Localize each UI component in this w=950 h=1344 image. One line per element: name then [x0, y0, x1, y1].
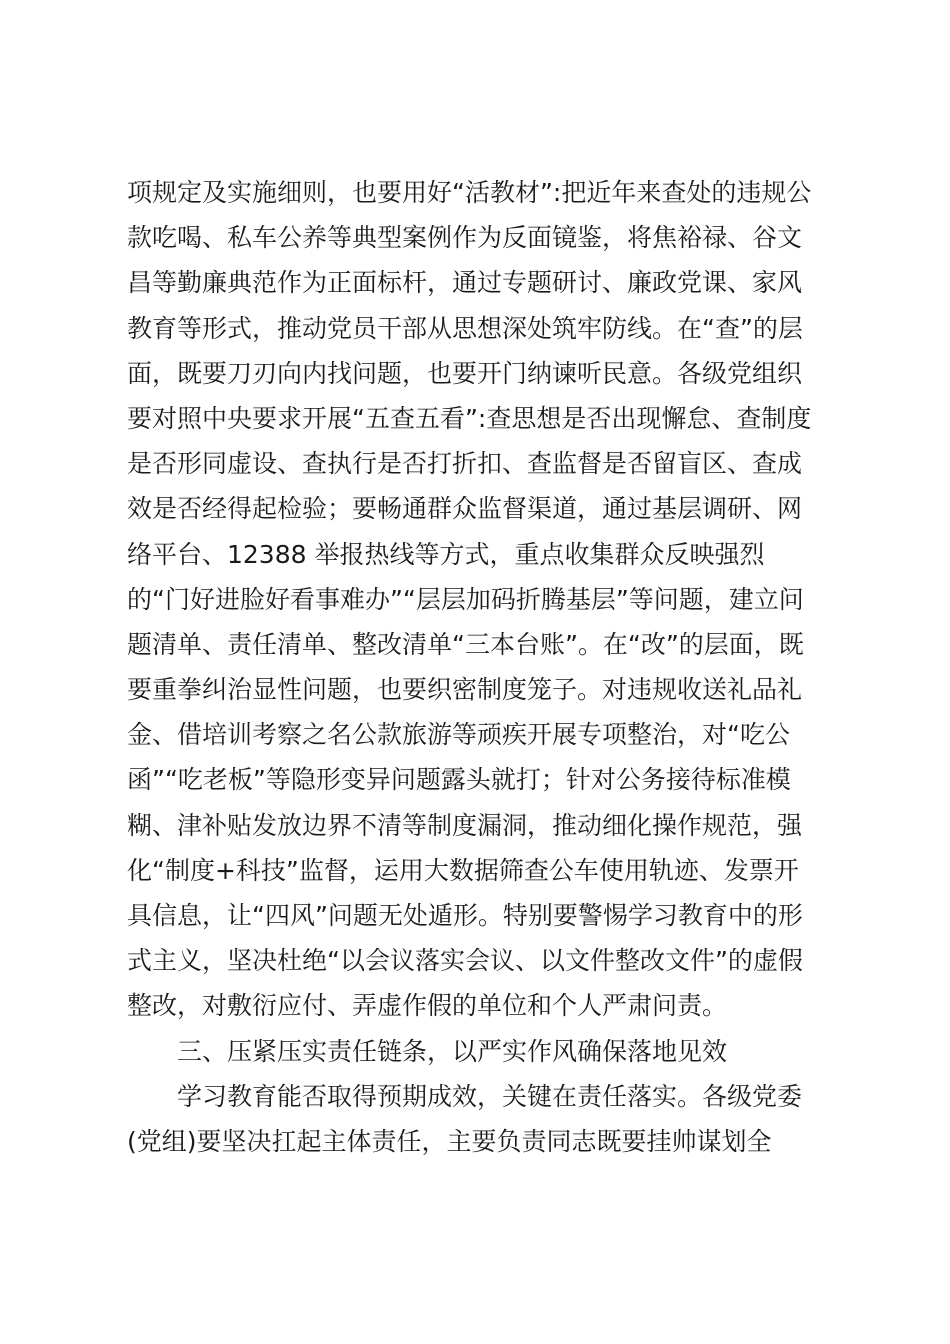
text-line: (党组)要坚决扛起主体责任，主要负责同志既要挂帅谋划全	[127, 1126, 772, 1156]
text-line: 面，既要刀刃向内找问题，也要开门纳谏听民意。各级党组织	[127, 358, 803, 388]
text-line: 要对照中央要求开展“五查五看”:查思想是否出现懈怠、查制度	[127, 403, 812, 433]
text-line: 金、借培训考察之名公款旅游等顽疾开展专项整治，对“吃公	[127, 720, 790, 750]
text-line: 的“门好进脸好看事难办”“层层加码折腾基层”等问题，建立问	[127, 584, 804, 614]
text-line: 整改，对敷衍应付、弄虚作假的单位和个人严肃问责。	[127, 991, 728, 1021]
text-line: 式主义，坚决杜绝“以会议落实会议、以文件整改文件”的虚假	[127, 946, 803, 976]
text-line: 化“制度+科技”监督，运用大数据筛查公车使用轨迹、发票开	[127, 855, 799, 885]
text-line: 项规定及实施细则，也要用好“活教材”:把近年来查处的违规公	[127, 178, 812, 207]
text-line: 络平台、12388 举报热线等方式，重点收集群众反映强烈	[127, 539, 765, 569]
paragraph-first-line: 学习教育能否取得预期成效，关键在责任落实。各级党委	[177, 1081, 803, 1111]
text-line: 函”“吃老板”等隐形变异问题露头就打；针对公务接待标准模	[127, 765, 791, 795]
text-line: 昌等勤廉典范作为正面标杆，通过专题研讨、廉政党课、家风	[127, 268, 803, 298]
text-line: 款吃喝、私车公养等典型案例作为反面镜鉴，将焦裕禄、谷文	[127, 223, 803, 253]
text-line: 教育等形式，推动党员干部从思想深处筑牢防线。在“查”的层	[127, 313, 803, 343]
section-heading: 三、压紧压实责任链条，以严实作风确保落地见效	[177, 1036, 728, 1066]
text-line: 是否形同虚设、查执行是否打折扣、查监督是否留盲区、查成	[127, 449, 803, 479]
text-line: 效是否经得起检验；要畅通群众监督渠道，通过基层调研、网	[127, 494, 803, 524]
text-line: 糊、津补贴发放边界不清等制度漏洞，推动细化操作规范，强	[127, 810, 803, 840]
text-line: 具信息，让“四风”问题无处遁形。特别要警惕学习教育中的形	[127, 901, 803, 930]
body-text	[127, 170, 837, 1164]
text-line: 要重拳纠治显性问题，也要织密制度笼子。对违规收送礼品礼	[127, 675, 803, 705]
text-line: 题清单、责任清单、整改清单“三本台账”。在“改”的层面，既	[127, 629, 804, 659]
